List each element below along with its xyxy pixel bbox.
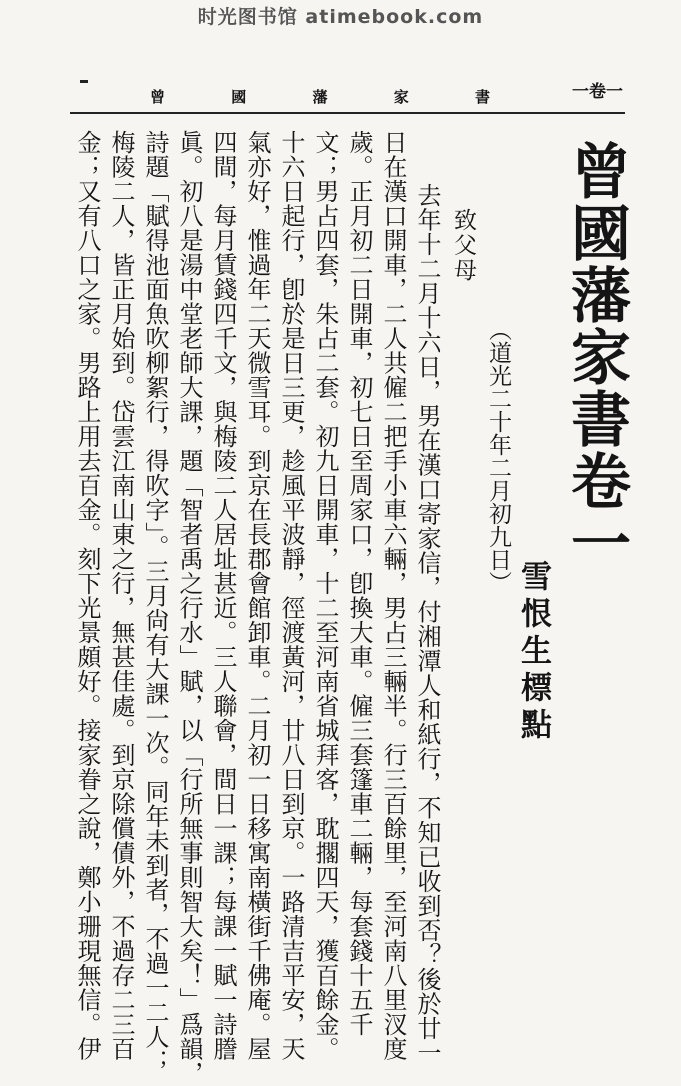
book-title: 曾國藩家書卷一 <box>561 140 631 574</box>
body-column: 十六日起行，卽於是日三更，趁風平波靜，徑渡黃河，廿八日到京。一路清吉平安，天 <box>277 130 305 1061</box>
body-column: 日在漢口開車，二人共僱二把手小車六輛，男占三輛半。行三百餘里，至河南八里汊度 <box>379 130 407 1061</box>
header-rule <box>70 112 625 114</box>
running-header-char: 曾 <box>150 88 166 106</box>
letter-date: （道光二十年二月初九日） <box>485 318 511 594</box>
running-header-char: 國 <box>231 88 247 106</box>
letter-addressee: 致父母 <box>450 208 476 283</box>
annotator-credit: 雪恨生標點 <box>515 560 551 745</box>
running-header-char: 書 <box>474 88 490 106</box>
body-column: 詩題「賦得池面魚吹柳絮行，得吹字」。三月尙有大課一次。同年未到者，不過一二人； <box>141 130 169 1074</box>
watermark: 时光图书馆 atimebook.com <box>197 6 484 28</box>
body-column: 金；又有八口之家。男路上用去百金。刻下光景頗好。接家眷之說，鄭小珊現無信。伊 <box>73 130 101 1061</box>
running-header-char: 藩 <box>312 88 328 106</box>
page-number-marker <box>80 80 88 83</box>
body-column: 眞。初八是湯中堂老師大課，題「智者禹之行水」賦，以「行所無事則智大矣！」爲韻， <box>175 130 203 1086</box>
running-header-char: 家 <box>393 88 409 106</box>
body-column: 氣亦好，惟過年二天微雪耳。到京在長郡會館卸車。二月初一日移寓南橫街千佛庵。屋 <box>243 130 271 1061</box>
body-column: 四間，每月賃錢四千文，與梅陵二人居址甚近。三人聯會，間日一課；每課一賦一詩謄 <box>209 130 237 1061</box>
body-column: 去年十二月十六日，男在漢口寄家信，付湘潭人和紙行，不知已收到否？後於廿一 <box>413 183 441 1065</box>
body-column: 歲。正月初二日開車，初七日至周家口，卽換大車。僱三套篷車二輛，每套錢十五千 <box>345 130 373 1037</box>
running-header <box>150 86 490 106</box>
volume-tag: 一卷一 <box>572 82 623 102</box>
body-column: 文；男占四套，朱占二套。初九日開車，十二至河南省城拜客，耽擱四天，獲百餘金。 <box>311 130 339 1061</box>
body-column: 梅陵二人，皆正月始到。岱雲江南山東之行，無甚佳處。到京除償債外，不過存二三百 <box>107 130 135 1061</box>
